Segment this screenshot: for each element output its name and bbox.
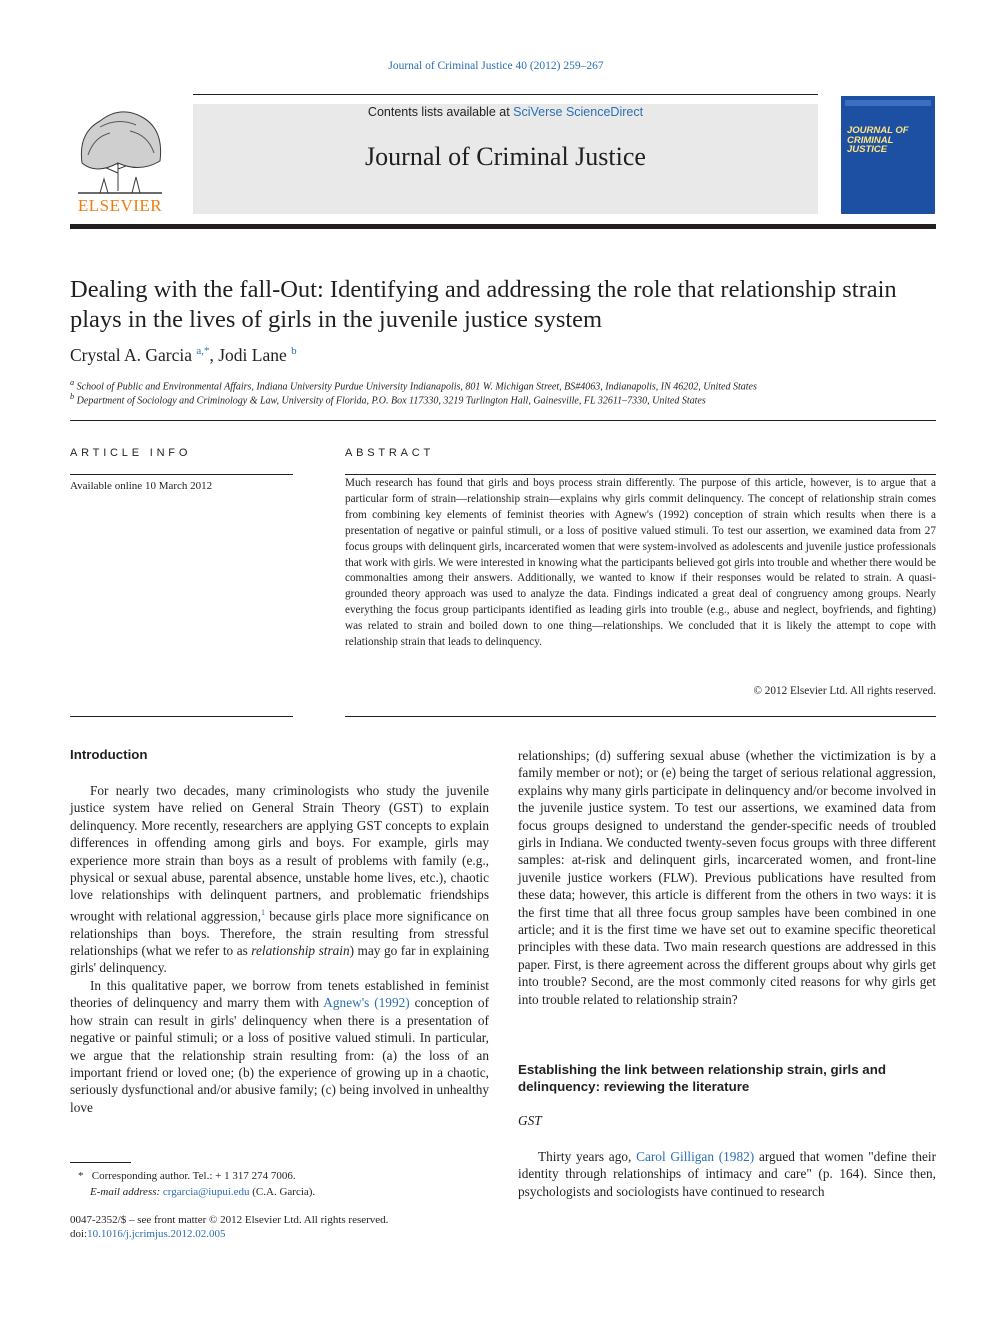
front-matter-line: 0047-2352/$ – see front matter © 2012 Elsevier Ltd. All rights reserved. [70, 1214, 389, 1226]
doi-link[interactable]: 10.1016/j.jcrimjus.2012.02.005 [87, 1228, 226, 1240]
sciencedirect-link[interactable]: SciVerse ScienceDirect [513, 105, 644, 119]
affiliation-mark: b [70, 392, 75, 401]
article-info-bottom-divider [70, 716, 293, 717]
doi-label: doi: [70, 1228, 88, 1240]
abstract-heading: ABSTRACT [345, 447, 435, 459]
citation-link[interactable]: Agnew's (1992) [323, 995, 410, 1011]
abstract-copyright: © 2012 Elsevier Ltd. All rights reserved. [753, 685, 936, 697]
cover-title: JOURNAL OF CRIMINAL JUSTICE [847, 125, 909, 155]
affiliation [70, 392, 706, 406]
corresponding-author-note [78, 1170, 296, 1182]
paragraph-text: argued that women "define their identity through relationships of intimacy and care" (p. 164). Since then, psychologists and sociologists have continued to research [518, 1149, 937, 1199]
paragraph-text: In this qualitative paper, we borrow from tenets established in feminist theories of delinquency and marry them with [70, 977, 489, 1011]
body-column-right-continued [518, 1148, 936, 1200]
abstract-bottom-divider [345, 716, 936, 717]
abstract-text: Much research has found that girls and boys process strain differently. The purpose of this article, however, is to argue that a particular form of strain—relationship strain—explains why girls commit delinquency. The concept of relationship strain comes from combining key elements of feminist theories with Agnew's (1992) conception of strain which results when there is a presentation of negative or painful stimuli, or a loss of positive valued stimuli. To test our assertion, we examined data from 27 focus groups with delinquent girls, incarcerated women that were system-involved as adolescents and juvenile justice professionals that work with girls. We were interested in knowing what the participants believed got girls into trouble and whether there would be commonalties among their answers. Additionally, we wanted to know if their responses would be related to strain. A quasi-grounded theory approach was used to analyze the data. Findings indicated a great deal of congruency among groups. Nearly everything the focus group participants identified as leading girls into trouble (e.g., abuse and neglect, boyfriends, and fighting) was related to strain and boiled down to one thing—relationships. We concluded that it is likely the attempt to cope with relationship strain that leads to delinquency. [345, 477, 936, 649]
body-paragraph: relationships; (d) suffering sexual abuse (whether the victimization is by a family member or not); or (e) being the target of serious relational aggression, explains why many girls participate in delinquency and/or become involved in the juvenile justice system. To test our assertions, we examined data from focus groups designed to understand the gender-specific needs of troubled girls in Indiana. We conducted twenty-seven focus groups with three different samples: at-risk and delinquent girls, incarcerated women, and front-line juvenile justice workers (FLW). Previous publications have resulted from these data; however, this article is different from the others in two ways: it is the first time that all three focus group samples have been combined in one article; and it is the first time we have set out to examine specific theoretical principles with these data. Two main research questions are addressed in this paper. First, is there agreement across the different groups about why girls get into trouble? Second, are the most commonly cited reasons for why girls get into trouble related to relationship strain? [518, 748, 936, 1007]
footnote-divider [70, 1162, 131, 1163]
title-divider [70, 420, 936, 421]
email-suffix: (C.A. Garcia). [249, 1186, 316, 1198]
paragraph-text: because girls place more significance on relationships than boys. Therefore, the strain resulting from stressful relationships (what we refer to as [70, 908, 489, 959]
abstract-divider [345, 474, 936, 475]
citation-link[interactable]: Carol Gilligan (1982) [636, 1149, 755, 1164]
affiliation-mark: a [70, 378, 75, 387]
contents-prefix: Contents lists available at [367, 105, 514, 119]
author-affiliation-mark[interactable]: b [291, 345, 297, 358]
author-separator: , [209, 345, 219, 365]
affiliation-text: School of Public and Environmental Affairs, Indiana University Purdue University Indianapolis, 801 W. Michigan Street, BS#4063, Indianapolis, IN 46202, United States [76, 381, 757, 393]
header-divider-thin [193, 94, 818, 95]
article-title: Dealing with the fall-Out: Identifying and addressing the role that relationship strain plays in the lives of girls in the juvenile justice system [70, 276, 897, 333]
paragraph-text: Thirty years ago, [538, 1149, 637, 1164]
author-list [70, 345, 297, 366]
footnote-mark: * [78, 1170, 84, 1182]
body-column-right [518, 747, 936, 1008]
paragraph-text: For nearly two decades, many criminologists who study the juvenile justice system have relied on General Strain Theory (GST) to explain delinquency. More recently, researchers are applying GST concepts to explain differences in offending among girls and boys. For example, girls may experience more strain than boys as a result of problems with family (e.g., physical or sexual abuse, parental absence, unstable home lives, etc.), chaotic love relationships with delinquent partners, and problematic friendships wrought with relational aggression, [70, 783, 489, 924]
publisher-name: ELSEVIER [77, 196, 163, 215]
journal-reference[interactable]: Journal of Criminal Justice 40 (2012) 259–267 [388, 60, 604, 72]
journal-cover-thumbnail[interactable] [841, 96, 935, 214]
section-heading-literature: Establishing the link between relationship strain, girls and delinquency: reviewing the literature [518, 1062, 886, 1095]
cover-band [845, 100, 931, 106]
affiliation [70, 378, 757, 392]
section-heading-introduction: Introduction [70, 747, 148, 762]
footnote-text: Corresponding author. Tel.: + 1 317 274 7006. [91, 1170, 296, 1182]
author-name[interactable]: Crystal A. Garcia [70, 345, 192, 365]
subsection-heading-gst: GST [518, 1113, 542, 1128]
article-info-divider [70, 474, 293, 475]
body-paragraph [70, 782, 489, 977]
email-label: E-mail address: [90, 1186, 161, 1198]
emphasis-term: relationship strain [251, 943, 350, 959]
email-link[interactable]: crgarcia@iupui.edu [162, 1186, 250, 1198]
footnote-link[interactable]: 1 [261, 907, 266, 917]
article-info-heading: ARTICLE INFO [70, 447, 192, 459]
journal-title: Journal of Criminal Justice [365, 142, 646, 171]
paragraph-text: conception of how strain can result in girls' delinquency when there is a presentation of negative or painful stimuli; or a loss of positive valued stimuli. In particular, we argue that the relationship strain resulting from: (a) the loss of an important friend or loved one; (b) the experience of growing up in a chaotic, seriously dysfunctional and/or abusive family; (c) being involved in unhealthy love [70, 995, 490, 1115]
author-name[interactable]: Jodi Lane [218, 345, 287, 365]
header-divider-thick [70, 224, 936, 229]
body-column-left [70, 782, 489, 1116]
journal-banner [193, 104, 818, 214]
doi-line [70, 1228, 226, 1240]
body-paragraph [518, 1148, 936, 1200]
body-paragraph [70, 977, 489, 1116]
contents-availability [193, 105, 818, 119]
author-affiliation-mark[interactable]: a,* [196, 345, 210, 358]
email-note [90, 1186, 315, 1198]
paragraph-text: ) may go far in explaining girls' delinquency. [70, 943, 490, 976]
available-online-date: Available online 10 March 2012 [70, 480, 213, 492]
affiliation-text: Department of Sociology and Criminology & Law, University of Florida, P.O. Box 117330, 3219 Turlington Hall, Gainesville, FL 32611–7330, United States [76, 395, 706, 407]
